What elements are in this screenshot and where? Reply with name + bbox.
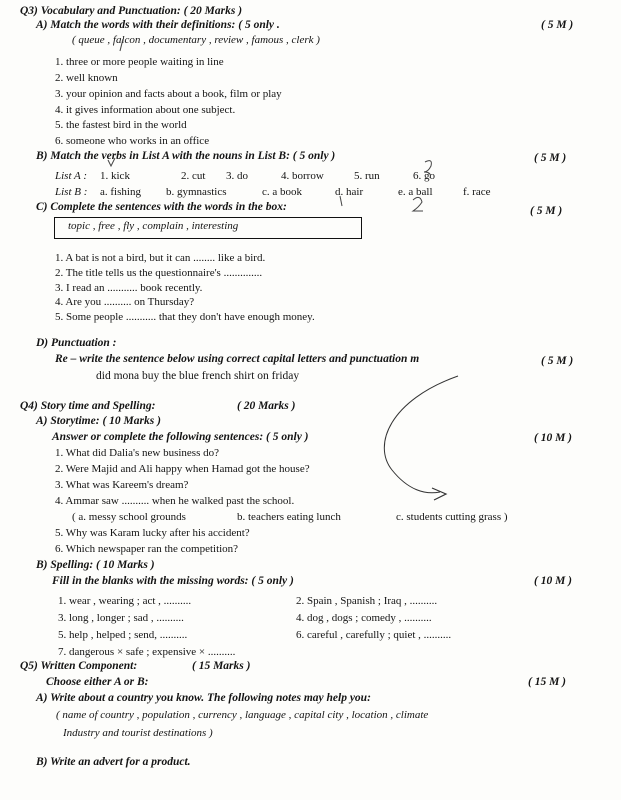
- q4a-marks: ( 10 M ): [534, 432, 573, 444]
- q5a-prompt: A) Write about a country you know. The following notes may help you:: [36, 692, 371, 704]
- q3d-heading: D) Punctuation :: [36, 337, 117, 349]
- pen-arrowhead: [432, 488, 446, 500]
- pen-arc: [384, 376, 458, 493]
- q5-choose: Choose either A or B:: [46, 676, 149, 688]
- q3c-item-3: 3. I read an ........... book recently.: [55, 282, 203, 294]
- q3a-word-bank: ( queue , falcon , documentary , review , famous , clerk ): [72, 34, 320, 46]
- q4a-item-5: 5. Why was Karam lucky after his accident?: [55, 527, 250, 539]
- list-b-e: e. a ball: [398, 186, 433, 198]
- q4a-heading: A) Storytime: ( 10 Marks ): [36, 415, 161, 427]
- q3b-instruction: B) Match the verbs in List A with the nouns in List B: ( 5 only ): [36, 150, 336, 162]
- spelling-3: 3. long , longer ; sad , ..........: [58, 612, 184, 624]
- q4a-option-c: c. students cutting grass ): [396, 511, 508, 523]
- list-a-4: 4. borrow: [281, 170, 324, 182]
- list-b-b: b. gymnastics: [166, 186, 227, 198]
- q3a-item-6: 6. someone who works in an office: [55, 135, 210, 147]
- q4a-instruction: Answer or complete the following sentences: ( 5 only ): [52, 431, 309, 443]
- word-box-text: topic , free , fly , complain , interesting: [68, 220, 239, 232]
- q3b-marks: ( 5 M ): [534, 152, 567, 164]
- q4b-marks: ( 10 M ): [534, 575, 573, 587]
- q3c-item-2: 2. The title tells us the questionnaire's ..............: [55, 267, 263, 279]
- q3c-instruction: C) Complete the sentences with the words in the box:: [36, 201, 287, 213]
- q5-heading-marks: ( 15 Marks ): [192, 660, 251, 672]
- q3a-marks: ( 5 M ): [541, 19, 574, 31]
- q3d-marks: ( 5 M ): [541, 355, 574, 367]
- q5a-notes-2: Industry and tourist destinations ): [63, 727, 213, 739]
- q3c-marks: ( 5 M ): [530, 205, 563, 217]
- list-a-5: 5. run: [354, 170, 380, 182]
- q4-heading: Q4) Story time and Spelling:: [20, 400, 156, 412]
- list-a-2: 2. cut: [181, 170, 206, 182]
- q4a-item-2: 2. Were Majid and Ali happy when Hamad got the house?: [55, 463, 310, 475]
- q4-heading-marks: ( 20 Marks ): [237, 400, 296, 412]
- q5-marks: ( 15 M ): [528, 676, 567, 688]
- q3a-item-1: 1. three or more people waiting in line: [55, 56, 224, 68]
- q3c-item-4: 4. Are you .......... on Thursday?: [55, 296, 195, 308]
- q4a-option-b: b. teachers eating lunch: [237, 511, 341, 523]
- spelling-5: 5. help , helped ; send, ..........: [58, 629, 188, 641]
- q5-heading: Q5) Written Component:: [20, 660, 138, 672]
- q3-heading: Q3) Vocabulary and Punctuation: ( 20 Marks ): [20, 5, 243, 17]
- q4a-item-4: 4. Ammar saw .......... when he walked past the school.: [55, 495, 295, 507]
- list-b-d: d. hair: [335, 186, 364, 198]
- q4a-item-3: 3. What was Kareem's dream?: [55, 479, 189, 491]
- spelling-1: 1. wear , wearing ; act , ..........: [58, 595, 192, 607]
- q4a-item-6: 6. Which newspaper ran the competition?: [55, 543, 239, 555]
- list-b-a: a. fishing: [100, 186, 141, 198]
- q3a-item-4: 4. it gives information about one subject.: [55, 104, 236, 116]
- q3a-instruction: A) Match the words with their definitions: ( 5 only .: [36, 19, 280, 31]
- q3a-item-5: 5. the fastest bird in the world: [55, 119, 187, 131]
- list-a-3: 3. do: [226, 170, 248, 182]
- q4a-option-a: ( a. messy school grounds: [72, 511, 186, 523]
- q5b-prompt: B) Write an advert for a product.: [36, 756, 191, 768]
- spelling-7: 7. dangerous × safe ; expensive × ..........: [58, 646, 236, 658]
- spelling-2: 2. Spain , Spanish ; Iraq , ..........: [296, 595, 438, 607]
- q3a-item-3: 3. your opinion and facts about a book, film or play: [55, 88, 282, 100]
- list-a-6: 6. go: [413, 170, 435, 182]
- list-b-f: f. race: [463, 186, 491, 198]
- q3a-item-2: 2. well known: [55, 72, 118, 84]
- q3d-instruction: Re – write the sentence below using correct capital letters and punctuation m: [55, 353, 420, 365]
- list-b-label: List B :: [55, 186, 88, 198]
- q5a-notes-1: ( name of country , population , currency , language , capital city , location , climate: [56, 709, 429, 721]
- q3c-item-5: 5. Some people ........... that they don't have enough money.: [55, 311, 315, 323]
- spelling-6: 6. careful , carefully ; quiet , ..........: [296, 629, 452, 641]
- q3d-sentence: did mona buy the blue french shirt on friday: [96, 370, 300, 382]
- list-a-label: List A :: [55, 170, 87, 182]
- spelling-4: 4. dog , dogs ; comedy , ..........: [296, 612, 432, 624]
- q4b-instruction: Fill in the blanks with the missing words: ( 5 only ): [52, 575, 294, 587]
- q3c-item-1: 1. A bat is not a bird, but it can ........ like a bird.: [55, 252, 266, 264]
- pen-scribble-2: [413, 197, 423, 211]
- list-b-c: c. a book: [262, 186, 303, 198]
- q4b-heading: B) Spelling: ( 10 Marks ): [36, 559, 155, 571]
- list-a-1: 1. kick: [100, 170, 130, 182]
- q4a-item-1: 1. What did Dalia's new business do?: [55, 447, 220, 459]
